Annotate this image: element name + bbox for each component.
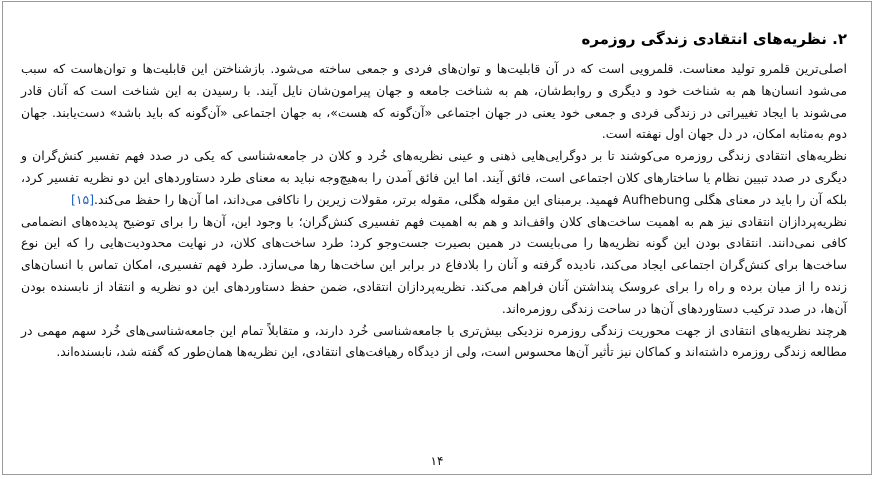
document-page bbox=[2, 1, 872, 475]
section-title: ۲. نظریه‌های انتقادی زندگی روزمره bbox=[581, 30, 847, 48]
paragraph-1 bbox=[21, 58, 847, 145]
paragraph-2 bbox=[21, 145, 847, 210]
paragraph-4 bbox=[21, 320, 847, 364]
page-number: ۱۴ bbox=[430, 454, 444, 468]
citation-link-15[interactable]: [۱۵] bbox=[71, 191, 95, 207]
paragraph-2-text: نظریه‌های انتقادی زندگی روزمره می‌کوشند تا بر دوگرایی‌هایی ذهنی و عینی نظریه‌های خُرد و کلان در جامعه‌شناسی که یکی در صدد فهم تفسیر کنش‌گران و دیگری در صدد تبیین نظام یا ساختارهای کلان اجتماعی است، فائق آیند. اما این فائق آمدن را به‌هیچ‌وجه نباید به معنای طرد دستاوردهای این دو نظریه تفسیر کرد، بلکه آن را باید در معنای هگلی Aufhebung فهمید. برمبنای این مقوله هگلی، مقوله برتر، مقولات زیرین را ناکافی می‌داند، اما آن‌ها را حفظ می‌کند. bbox=[21, 148, 847, 207]
section-body bbox=[21, 28, 847, 363]
paragraph-3-text: نظریه‌پردازان انتقادی نیز هم به اهمیت ساخت‌های کلان واقف‌اند و هم به اهمیت فهم تفسیری کنش‌گران؛ با وجود این، آن‌ها را برای توضیح پدیده‌های انضمامی کافی نمی‌دانند. انتقادی بودن این گونه نظریه‌ها را می‌بایست در همین بصیرت جست‌وجو کرد: طرد ساخت‌های کلان، در نهایت محدودیت‌هایی را که این نوع ساخت‌ها برای کنش‌گران اجتماعی ایجاد می‌کند، نادیده گرفته و آنان را بلادفاع در برابر این ساخت‌ها رها می‌سازد. طرد فهم تفسیری، امکان تماس با انسان‌های زنده را از میان برده و راه را برای عروسک پنداشتن آنان فراهم می‌کند. نظریه‌پردازان انتقادی، ضمن حفظ دستاوردهای این دو نظریه و انتقاد از نابسنده بودن آن‌ها، در صدد ترکیب دستاوردهای آن‌ها در ساحت زندگی روزمره‌اند. bbox=[21, 213, 847, 316]
paragraph-4-text: هرچند نظریه‌های انتقادی از جهت محوریت زندگی روزمره نزدیکی بیش‌تری با جامعه‌شناسی خُرد دارند، و متقابلاً تمام این جامعه‌شناسی‌های خُرد سهم مهمی در مطالعه زندگی روزمره داشته‌اند و کماکان نیز تأثیر آن‌ها محسوس است، ولی از دیدگاه رهیافت‌های انتقادی، این نظریه‌ها همان‌طور که گفته شد، نابسنده‌اند. bbox=[21, 322, 847, 360]
paragraph-3 bbox=[21, 211, 847, 320]
paragraph-1-text: اصلی‌ترین قلمرو تولید معناست. قلمرویی است که در آن قابلیت‌ها و توان‌های فردی و جمعی ساخته می‌شود. بازشناختن این قابلیت‌ها و توان‌هاست که سبب می‌شود انسان‌ها هم به شناخت خود و دیگری و روابط‌شان، هم به شناخت جامعه و جهان پیرامون‌شان نایل آیند. با رسیدن به این شناخت است که آنان قادر می‌شوند با ایجاد تغییراتی در زندگی فردی و جمعی خود یعنی در جهان اجتماعی «آن‌گونه که هست»، به جهان اجتماعی «آن‌گونه که باید باشد» دست‌یابند. جهان دوم به‌مثابه امکان، در دل جهان اول نهفته است. bbox=[21, 61, 847, 142]
